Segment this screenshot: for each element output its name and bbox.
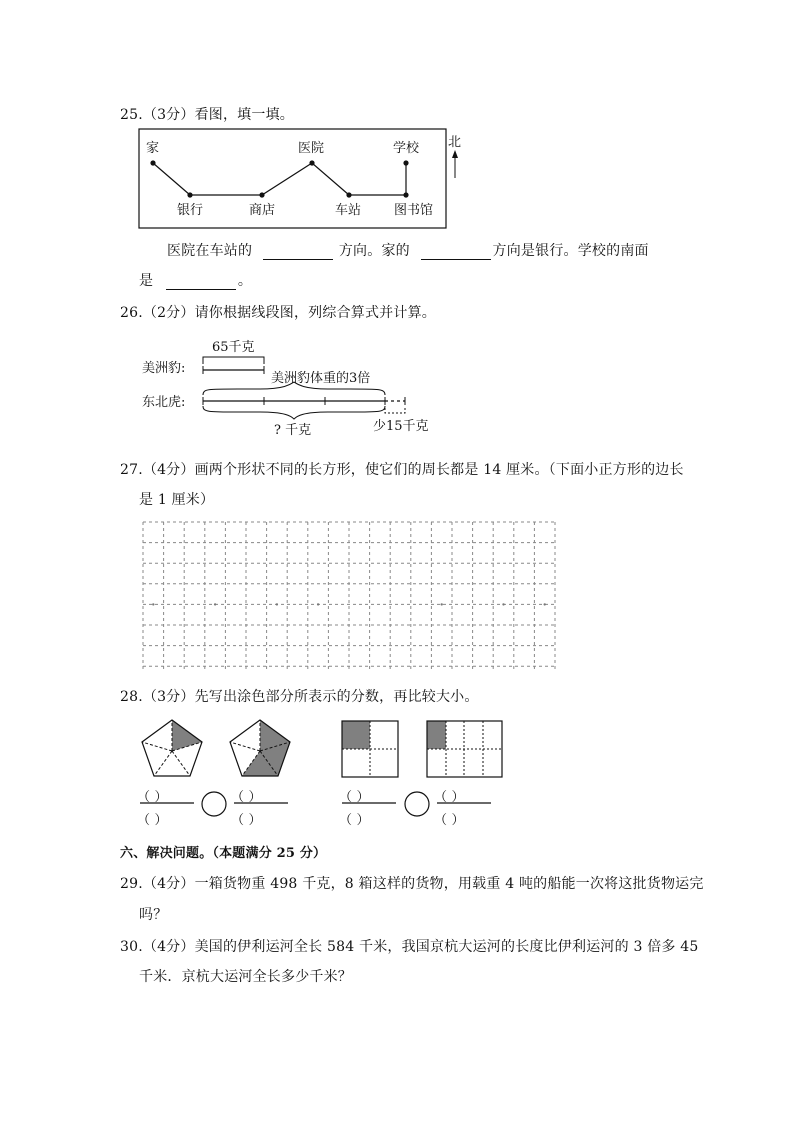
pentagon-1 bbox=[142, 720, 202, 776]
pentagon-2 bbox=[230, 720, 290, 776]
question-label: ? 千克 bbox=[274, 423, 312, 438]
jaguar-label: 美洲豹: bbox=[142, 361, 186, 376]
q25-title: 25.（3分）看图，填一填。 bbox=[120, 107, 294, 123]
compare-circle-2 bbox=[405, 792, 429, 816]
label-station: 车站 bbox=[335, 203, 362, 218]
fraction-3-denominator[interactable]: （ ） bbox=[339, 813, 370, 828]
label-north: 北 bbox=[448, 135, 462, 150]
q25-line2-text2: 。 bbox=[237, 273, 253, 289]
square-1-shaded-cell bbox=[342, 721, 370, 749]
fraction-3-numerator[interactable]: （ ） bbox=[339, 790, 370, 805]
tiger-label: 东北虎: bbox=[142, 395, 186, 410]
q25-line1-text1: 医院在车站的 bbox=[167, 243, 253, 259]
q25-line1-text2: 方向。家的 bbox=[338, 243, 410, 259]
label-library: 图书馆 bbox=[394, 203, 434, 218]
compare-circle-1 bbox=[202, 792, 226, 816]
q28-title: 28.（3分）先写出涂色部分所表示的分数，再比较大小。 bbox=[120, 689, 479, 705]
label-shop: 商店 bbox=[249, 203, 276, 218]
square-2 bbox=[427, 721, 502, 777]
jaguar-weight-label: 65千克 bbox=[212, 340, 255, 355]
label-bank: 银行 bbox=[177, 203, 204, 218]
square-1 bbox=[342, 721, 398, 777]
q29-line2: 吗？ bbox=[139, 907, 168, 923]
section-6-title: 六、解决问题。（本题满分 25 分） bbox=[120, 846, 327, 861]
less-label: 少15千克 bbox=[373, 419, 429, 434]
fraction-4-denominator[interactable]: （ ） bbox=[434, 813, 465, 828]
label-hospital: 医院 bbox=[298, 141, 325, 156]
q29-line1: 29.（4分）一箱货物重 498 千克，8 箱这样的货物，用载重 4 吨的船能一次将这批货物运完 bbox=[120, 876, 704, 892]
times-label: 美洲豹体重的3倍 bbox=[271, 371, 371, 386]
q27-title: 27.（4分）画两个形状不同的长方形，使它们的周长都是 14 厘米。（下面小正方形的边长 bbox=[120, 462, 684, 478]
q30-line2: 千米．京杭大运河全长多少千米？ bbox=[139, 969, 352, 985]
q30-line1: 30.（4分）美国的伊利运河全长 584 千米，我国京杭大运河的长度比伊利运河的 3 倍多 45 bbox=[120, 939, 699, 955]
q25-line1-text3: 方向是银行。学校的南面 bbox=[492, 243, 649, 259]
fraction-2-numerator[interactable]: （ ） bbox=[231, 790, 262, 805]
square-2-shaded-cell bbox=[427, 721, 446, 749]
q25-line2-text1: 是 bbox=[139, 273, 154, 289]
q27-title-line2: 是 1 厘米） bbox=[139, 492, 215, 508]
fraction-4-numerator[interactable]: （ ） bbox=[434, 790, 465, 805]
fraction-1-denominator[interactable]: （ ） bbox=[137, 813, 168, 828]
q26-title: 26.（2分）请你根据线段图，列综合算式并计算。 bbox=[120, 305, 436, 321]
fraction-2-denominator[interactable]: （ ） bbox=[231, 813, 262, 828]
label-school: 学校 bbox=[393, 141, 420, 156]
fraction-1-numerator[interactable]: （ ） bbox=[137, 790, 168, 805]
label-home: 家 bbox=[146, 141, 160, 156]
